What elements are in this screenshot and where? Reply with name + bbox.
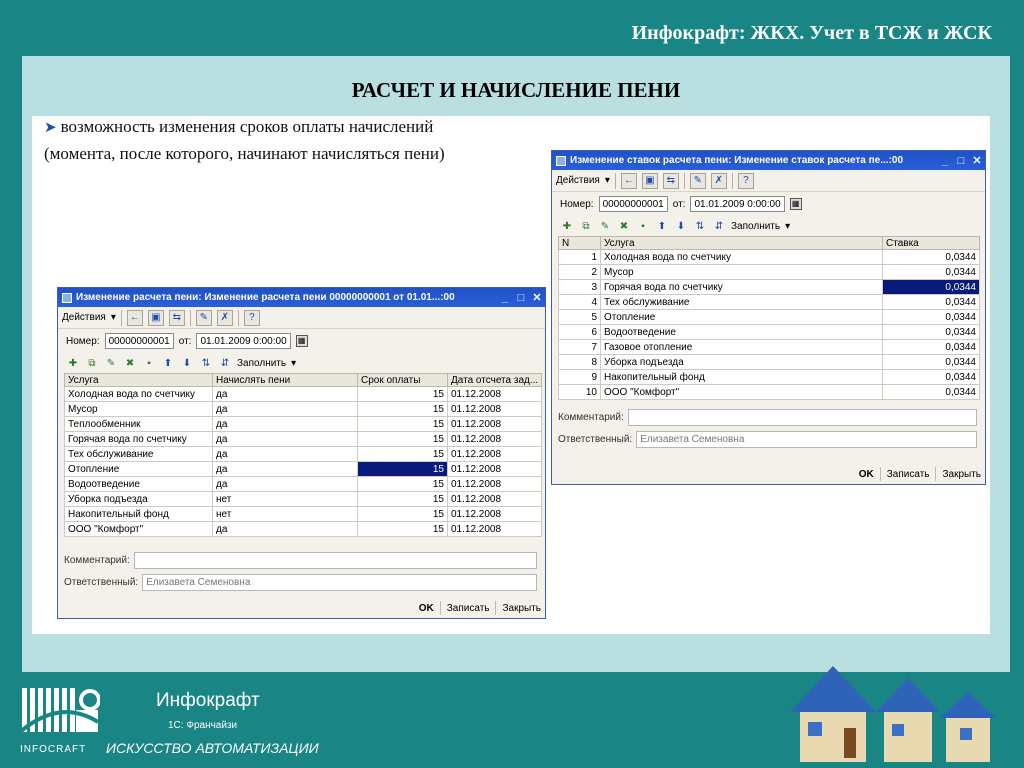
copy-row-icon[interactable]: ⧉: [88, 357, 96, 369]
post-icon[interactable]: ✎: [690, 173, 706, 189]
actions-menu[interactable]: Действия: [556, 175, 600, 186]
accrue-cell[interactable]: да: [213, 402, 358, 417]
maximize-icon[interactable]: □: [517, 291, 525, 304]
table-header: [559, 237, 980, 250]
document-icon: [62, 293, 72, 303]
close-button[interactable]: Закрыть: [942, 468, 981, 480]
row-number-cell[interactable]: 7: [559, 340, 601, 355]
responsible-row: [58, 571, 545, 593]
unpost-icon[interactable]: ✗: [217, 310, 233, 326]
service-cell[interactable]: Мусор: [601, 265, 883, 280]
row-number-cell[interactable]: 10: [559, 385, 601, 400]
service-cell[interactable]: ООО "Комфорт": [65, 522, 213, 537]
table-row[interactable]: [559, 250, 980, 265]
number-label: Номер:: [560, 198, 594, 210]
table-row[interactable]: [65, 462, 542, 477]
table-row[interactable]: [559, 265, 980, 280]
service-cell[interactable]: Накопительный фонд: [65, 507, 213, 522]
sort-asc-icon[interactable]: ⇅: [695, 220, 705, 232]
rates-table: [558, 236, 980, 400]
bullet-text: возможность изменения сроков оплаты начислений (момента, после которого, начинают начисляться пени): [44, 117, 445, 163]
responsible-field[interactable]: Елизавета Семеновна: [636, 431, 977, 448]
date-field[interactable]: 01.01.2009 0:00:00: [690, 196, 784, 212]
term-cell[interactable]: 15: [358, 402, 448, 417]
fill-button[interactable]: Заполнить: [731, 220, 781, 232]
comment-row: [58, 549, 545, 571]
rate-cell-selected[interactable]: 0,0344: [883, 280, 980, 295]
end-edit-icon[interactable]: ▪: [641, 220, 645, 232]
accrue-cell[interactable]: да: [213, 387, 358, 402]
table-row[interactable]: [559, 340, 980, 355]
table-row[interactable]: [65, 522, 542, 537]
window-buttons: [859, 467, 981, 481]
row-number-cell[interactable]: 4: [559, 295, 601, 310]
accrue-cell[interactable]: нет: [213, 492, 358, 507]
chevron-down-icon: ▾: [604, 175, 610, 186]
maximize-icon[interactable]: □: [957, 154, 965, 167]
table-row[interactable]: [65, 402, 542, 417]
infocraft-logo-icon: [20, 688, 100, 746]
term-cell[interactable]: 15: [358, 387, 448, 402]
date-cell[interactable]: 01.12.2008: [448, 462, 542, 477]
term-cell[interactable]: 15: [358, 477, 448, 492]
toolbar-divider: [190, 310, 191, 326]
button-divider: [880, 467, 881, 481]
date-cell[interactable]: 01.12.2008: [448, 492, 542, 507]
table-row[interactable]: [559, 385, 980, 400]
window-title: Изменение расчета пени: Изменение расчета пени 00000000001 от 01.01...:00: [76, 292, 455, 303]
brand-name: Инфокрафт: [156, 690, 260, 711]
responsible-label: Ответственный:: [558, 433, 633, 445]
save-button[interactable]: Записать: [446, 602, 490, 614]
accrue-cell[interactable]: да: [213, 477, 358, 492]
date-cell[interactable]: 01.12.2008: [448, 477, 542, 492]
row-number-cell[interactable]: 1: [559, 250, 601, 265]
date-cell[interactable]: 01.12.2008: [448, 417, 542, 432]
date-cell[interactable]: 01.12.2008: [448, 432, 542, 447]
number-field[interactable]: 00000000001: [105, 333, 174, 349]
rate-cell[interactable]: 0,0344: [883, 265, 980, 280]
term-cell[interactable]: 15: [358, 522, 448, 537]
table-header: [65, 374, 542, 387]
calendar-icon[interactable]: ▦: [790, 198, 802, 210]
service-cell[interactable]: Холодная вода по счетчику: [601, 250, 883, 265]
move-up-icon[interactable]: ⬆: [657, 220, 667, 232]
accrue-cell[interactable]: да: [213, 417, 358, 432]
chevron-down-icon: ▾: [785, 220, 791, 232]
rate-cell[interactable]: 0,0344: [883, 355, 980, 370]
service-cell[interactable]: Водоотведение: [65, 477, 213, 492]
add-row-icon[interactable]: ✚: [68, 357, 78, 369]
number-row: [552, 192, 985, 216]
toolbar-divider: [238, 310, 239, 326]
rate-cell[interactable]: 0,0344: [883, 385, 980, 400]
slide-title: Инфокрафт: ЖКХ. Учет в ТСЖ и ЖСК: [631, 22, 992, 44]
edit-row-icon[interactable]: ✎: [106, 357, 116, 369]
rate-cell[interactable]: 0,0344: [883, 310, 980, 325]
term-cell[interactable]: 15: [358, 507, 448, 522]
term-cell[interactable]: 15: [358, 447, 448, 462]
service-cell[interactable]: Тех обслуживание: [65, 447, 213, 462]
button-divider: [495, 601, 496, 615]
row-number-cell[interactable]: 5: [559, 310, 601, 325]
date-cell[interactable]: 01.12.2008: [448, 402, 542, 417]
accrue-cell[interactable]: нет: [213, 507, 358, 522]
close-button[interactable]: Закрыть: [502, 602, 541, 614]
document-icon: [556, 156, 566, 166]
date-field[interactable]: 01.01.2009 0:00:00: [196, 333, 290, 349]
service-cell[interactable]: Тех обслуживание: [601, 295, 883, 310]
column-header[interactable]: Срок оплаты: [358, 374, 448, 387]
table-row[interactable]: [559, 295, 980, 310]
delete-row-icon[interactable]: ✖: [619, 220, 629, 232]
close-icon[interactable]: ✕: [532, 292, 542, 304]
term-cell[interactable]: 15: [358, 492, 448, 507]
sort-desc-icon[interactable]: ⇵: [220, 357, 230, 369]
close-icon[interactable]: ✕: [972, 155, 982, 167]
table-row[interactable]: [559, 280, 980, 295]
table-row[interactable]: [65, 492, 542, 507]
comment-field[interactable]: [628, 409, 977, 426]
service-cell[interactable]: ООО "Комфорт": [601, 385, 883, 400]
responsible-label: Ответственный:: [64, 576, 139, 588]
table-toolbar: [552, 216, 985, 236]
accrue-cell[interactable]: да: [213, 462, 358, 477]
row-number-cell[interactable]: 6: [559, 325, 601, 340]
service-cell[interactable]: Отопление: [601, 310, 883, 325]
comment-label: Комментарий:: [558, 411, 624, 423]
date-cell[interactable]: 01.12.2008: [448, 387, 542, 402]
post-icon[interactable]: ✎: [196, 310, 212, 326]
date-label: от:: [178, 335, 192, 347]
top-bar: [0, 0, 1024, 56]
calendar-icon[interactable]: ▦: [296, 335, 308, 347]
date-label: от:: [672, 198, 686, 210]
date-cell[interactable]: 01.12.2008: [448, 507, 542, 522]
window-titlebar: [552, 151, 985, 170]
rate-cell[interactable]: 0,0344: [883, 295, 980, 310]
sort-asc-icon[interactable]: ⇅: [201, 357, 211, 369]
minimize-icon[interactable]: _: [941, 154, 949, 167]
table-row[interactable]: [559, 370, 980, 385]
service-cell[interactable]: Газовое отопление: [601, 340, 883, 355]
row-number-cell[interactable]: 9: [559, 370, 601, 385]
houses-icon: [790, 666, 1000, 762]
back-icon[interactable]: ←: [621, 173, 637, 189]
column-header[interactable]: Начислять пени: [213, 374, 358, 387]
move-down-icon[interactable]: ⬇: [676, 220, 686, 232]
responsible-field[interactable]: Елизавета Семеновна: [142, 574, 537, 591]
term-cell[interactable]: 15: [358, 417, 448, 432]
edit-row-icon[interactable]: ✎: [600, 220, 610, 232]
table-row[interactable]: [559, 310, 980, 325]
service-cell[interactable]: Накопительный фонд: [601, 370, 883, 385]
unpost-icon[interactable]: ✗: [711, 173, 727, 189]
table-row[interactable]: [65, 417, 542, 432]
comment-row: [552, 406, 985, 428]
column-header[interactable]: Услуга: [65, 374, 213, 387]
rate-cell[interactable]: 0,0344: [883, 325, 980, 340]
row-number-cell[interactable]: 8: [559, 355, 601, 370]
penalty-rates-window: [551, 150, 986, 485]
services-table: [64, 373, 542, 537]
window-title: Изменение ставок расчета пени: Изменение ставок расчета пе...:00: [570, 155, 904, 166]
fill-button[interactable]: Заполнить: [237, 357, 287, 369]
toolbar-divider: [615, 173, 616, 189]
number-row: [58, 329, 545, 353]
brand-subtitle: 1С: Франчайзи: [168, 720, 238, 731]
service-cell[interactable]: Водоотведение: [601, 325, 883, 340]
penalty-change-window: [57, 287, 546, 619]
service-cell[interactable]: Отопление: [65, 462, 213, 477]
sort-desc-icon[interactable]: ⇵: [714, 220, 724, 232]
help-icon[interactable]: ?: [738, 173, 754, 189]
row-number-cell[interactable]: 2: [559, 265, 601, 280]
bullet-point: [44, 114, 484, 166]
chevron-down-icon: ▾: [291, 357, 297, 369]
add-row-icon[interactable]: ✚: [562, 220, 572, 232]
column-header[interactable]: Ставка: [883, 237, 980, 250]
move-down-icon[interactable]: ⬇: [182, 357, 192, 369]
actions-menu[interactable]: Действия: [62, 312, 106, 323]
comment-field[interactable]: [134, 552, 537, 569]
table-row[interactable]: [559, 325, 980, 340]
service-cell[interactable]: Теплообменник: [65, 417, 213, 432]
button-divider: [440, 601, 441, 615]
ok-button[interactable]: OK: [858, 468, 874, 480]
view-icon[interactable]: ▣: [642, 173, 658, 189]
spacer: [58, 537, 545, 549]
ok-button[interactable]: OK: [418, 602, 434, 614]
table-row[interactable]: [65, 432, 542, 447]
toolbar-divider: [732, 173, 733, 189]
minimize-icon[interactable]: _: [501, 291, 509, 304]
rate-cell[interactable]: 0,0344: [883, 370, 980, 385]
column-header[interactable]: Услуга: [601, 237, 883, 250]
save-button[interactable]: Записать: [886, 468, 930, 480]
button-divider: [935, 467, 936, 481]
window-buttons: [419, 601, 541, 615]
column-header[interactable]: Дата отсчета зад...: [448, 374, 542, 387]
end-edit-icon[interactable]: ▪: [147, 357, 151, 369]
brand-tagline: ИСКУССТВО АВТОМАТИЗАЦИИ: [106, 740, 319, 756]
slide-heading: РАСЧЕТ И НАЧИСЛЕНИЕ ПЕНИ: [351, 78, 681, 102]
chevron-down-icon: ▾: [110, 312, 116, 323]
row-number-cell[interactable]: 3: [559, 280, 601, 295]
service-cell[interactable]: Мусор: [65, 402, 213, 417]
delete-row-icon[interactable]: ✖: [125, 357, 135, 369]
accrue-cell[interactable]: да: [213, 432, 358, 447]
number-label: Номер:: [66, 335, 100, 347]
term-cell-selected[interactable]: 15: [358, 462, 448, 477]
logo-wordmark: INFOCRAFT: [20, 744, 87, 755]
structure-icon[interactable]: ⇆: [663, 173, 679, 189]
term-cell[interactable]: 15: [358, 432, 448, 447]
comment-label: Комментарий:: [64, 554, 130, 566]
rate-cell[interactable]: 0,0344: [883, 340, 980, 355]
toolbar-divider: [121, 310, 122, 326]
responsible-row: [552, 428, 985, 450]
window-titlebar: [58, 288, 545, 307]
bullet-arrow-icon: ➤: [44, 120, 57, 136]
service-cell[interactable]: Уборка подъезда: [65, 492, 213, 507]
accrue-cell[interactable]: да: [213, 447, 358, 462]
date-cell[interactable]: 01.12.2008: [448, 522, 542, 537]
structure-icon[interactable]: ⇆: [169, 310, 185, 326]
back-icon[interactable]: ←: [127, 310, 143, 326]
move-up-icon[interactable]: ⬆: [163, 357, 173, 369]
table-row[interactable]: [559, 355, 980, 370]
service-cell[interactable]: Горячая вода по счетчику: [601, 280, 883, 295]
column-header[interactable]: N: [559, 237, 601, 250]
table-toolbar: [58, 353, 545, 373]
date-cell[interactable]: 01.12.2008: [448, 447, 542, 462]
window-toolbar: [58, 307, 545, 329]
accrue-cell[interactable]: да: [213, 522, 358, 537]
table-row[interactable]: [65, 447, 542, 462]
window-toolbar: [552, 170, 985, 192]
view-icon[interactable]: ▣: [148, 310, 164, 326]
service-cell[interactable]: Холодная вода по счетчику: [65, 387, 213, 402]
rate-cell[interactable]: 0,0344: [883, 250, 980, 265]
table-row[interactable]: [65, 387, 542, 402]
table-row[interactable]: [65, 507, 542, 522]
number-field[interactable]: 00000000001: [599, 196, 668, 212]
help-icon[interactable]: ?: [244, 310, 260, 326]
service-cell[interactable]: Уборка подъезда: [601, 355, 883, 370]
service-cell[interactable]: Горячая вода по счетчику: [65, 432, 213, 447]
table-row[interactable]: [65, 477, 542, 492]
copy-row-icon[interactable]: ⧉: [582, 220, 590, 232]
toolbar-divider: [684, 173, 685, 189]
